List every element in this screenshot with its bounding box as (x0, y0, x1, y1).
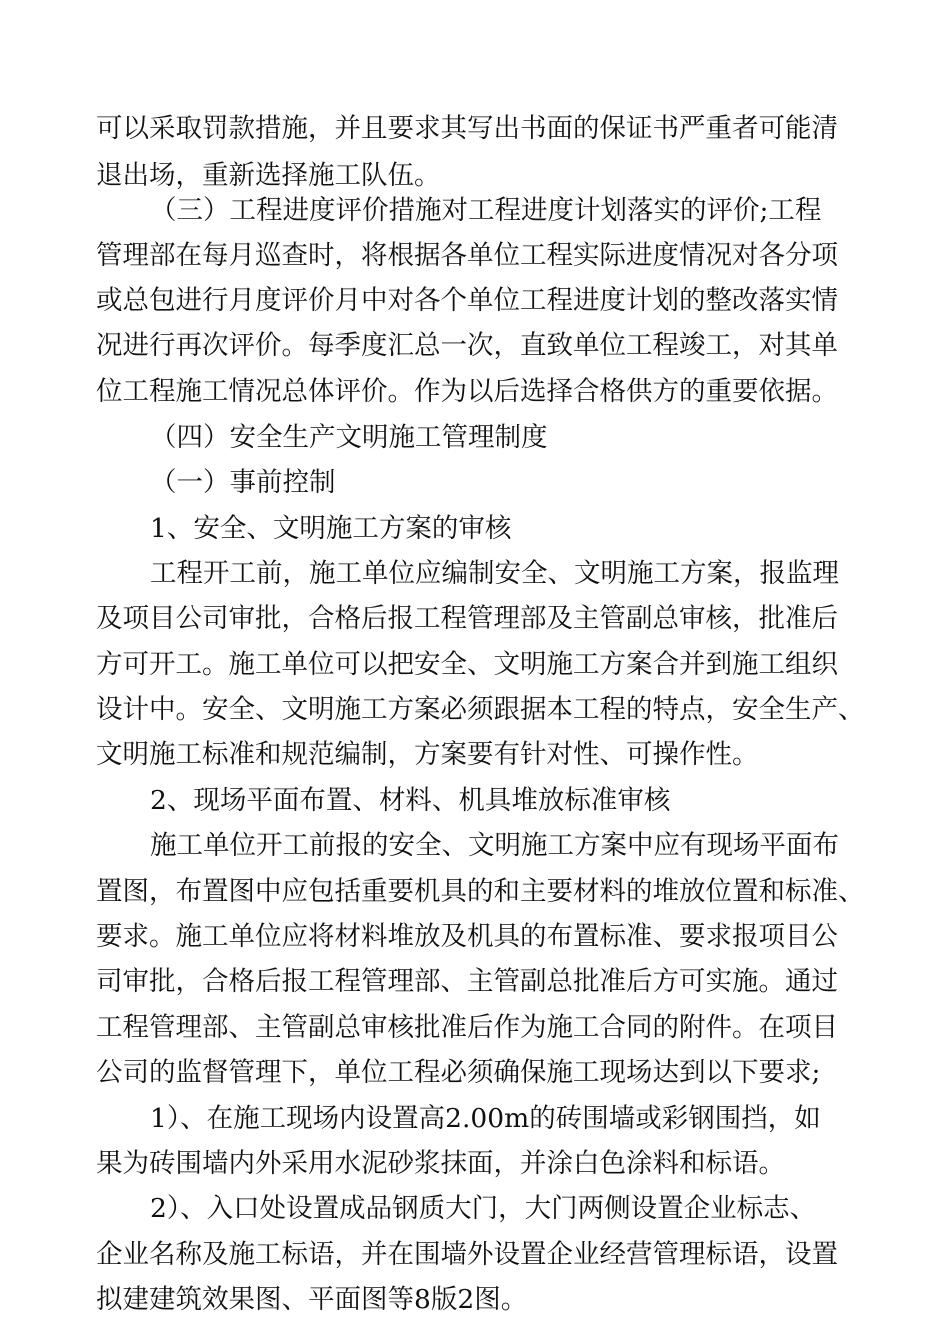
text-line: 方可开工。施工单位可以把安全、文明施工方案合并到施工组织 (96, 649, 838, 680)
list-item: 1）、在施工现场内设置高2.00m的砖围墙或彩钢围挡，如 (150, 1103, 821, 1134)
text-line: 或总包进行月度评价月中对各个单位工程进度计划的整改落实情 (96, 285, 838, 316)
text-line: 拟建建筑效果图、平面图等8版2图。 (96, 1284, 528, 1315)
subsection-heading: 1、安全、文明施工方案的审核 (150, 513, 512, 544)
text-line: 要求。施工单位应将材料堆放及机具的布置标准、要求报项目公 (96, 921, 838, 952)
text-line: 施工单位开工前报的安全、文明施工方案中应有现场平面布 (150, 830, 839, 861)
text-line: （三）工程进度评价措施对工程进度计划落实的评价;工程 (150, 195, 822, 226)
text-line: 公司的监督管理下，单位工程必须确保施工现场达到以下要求; (96, 1057, 821, 1088)
section-heading: （一）事前控制 (150, 467, 336, 498)
text-line: 果为砖围墙内外采用水泥砂浆抹面，并涂白色涂料和标语。 (96, 1148, 785, 1179)
list-item: 2）、入口处设置成品钢质大门，大门两侧设置企业标志、 (150, 1193, 817, 1224)
text-line: 可以采取罚款措施，并且要求其写出书面的保证书严重者可能清 (96, 113, 838, 144)
section-heading: （四）安全生产文明施工管理制度 (150, 422, 548, 453)
text-line: 退出场，重新选择施工队伍。 (96, 160, 441, 191)
text-line: 管理部在每月巡查时，将根据各单位工程实际进度情况对各分项 (96, 240, 838, 271)
text-line: 及项目公司审批，合格后报工程管理部及主管副总审核，批准后 (96, 603, 838, 634)
subsection-heading: 2、现场平面布置、材料、机具堆放标准审核 (150, 785, 671, 816)
text-line: 司审批，合格后报工程管理部、主管副总批准后方可实施。通过 (96, 966, 838, 997)
text-line: 企业名称及施工标语，并在围墙外设置企业经营管理标语，设置 (96, 1239, 838, 1270)
text-line: 置图，布置图中应包括重要机具的和主要材料的堆放位置和标准、 (96, 876, 865, 907)
text-line: 文明施工标准和规范编制，方案要有针对性、可操作性。 (96, 739, 759, 770)
text-line: 设计中。安全、文明施工方案必须跟据本工程的特点，安全生产、 (96, 694, 865, 725)
text-line: 况进行再次评价。每季度汇总一次，直致单位工程竣工，对其单 (96, 330, 838, 361)
text-line: 工程管理部、主管副总审核批准后作为施工合同的附件。在项目 (96, 1012, 838, 1043)
text-line: 工程开工前，施工单位应编制安全、文明施工方案，报监理 (150, 558, 839, 589)
text-line: 位工程施工情况总体评价。作为以后选择合格供方的重要依据。 (96, 376, 838, 407)
